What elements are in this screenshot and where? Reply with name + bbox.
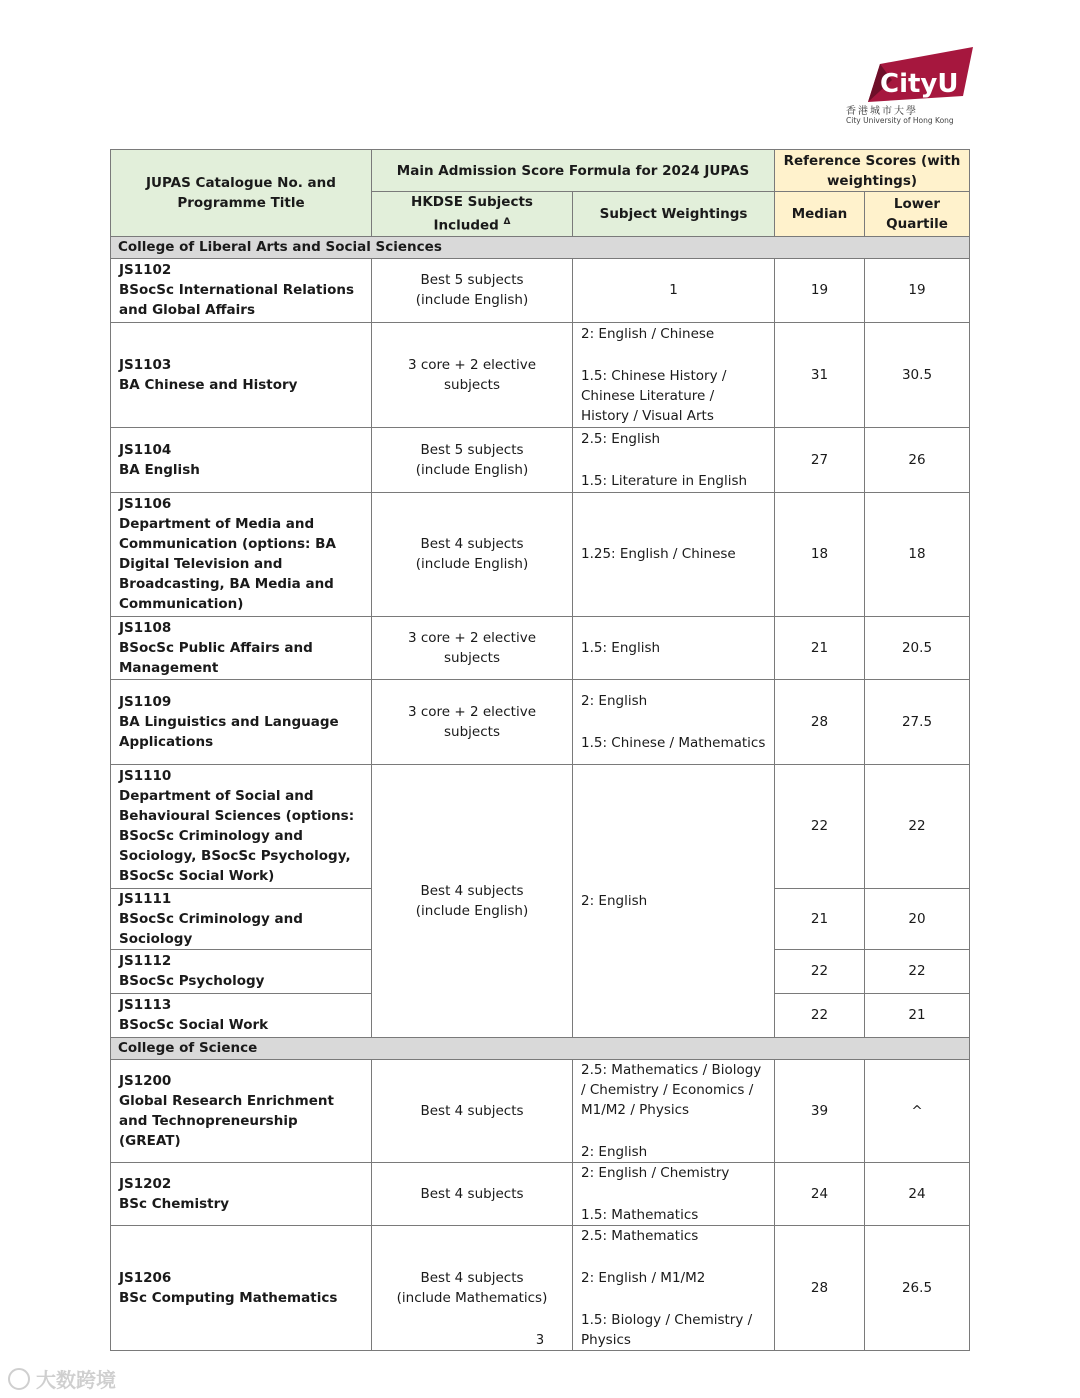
median-cell: 21 xyxy=(775,888,865,949)
programme-cell xyxy=(111,1162,372,1225)
programme-code: JS1106 xyxy=(119,496,172,512)
weighting-line: 1.5: Mathematics xyxy=(581,1206,699,1223)
table-row xyxy=(111,1225,970,1350)
programme-title: Department of Media and Communication (options: BA Digital Television and Broadcasting, BA Media and Communication) xyxy=(119,516,336,612)
programme-code: JS1110 xyxy=(119,768,172,784)
weightings-cell: 1.25: English / Chinese xyxy=(573,492,775,616)
programme-title: BSocSc Social Work xyxy=(119,1017,269,1033)
programme-title: Department of Social and Behavioural Sciences (options: BSocSc Criminology and Sociology, BSocSc Psychology, BSocSc Social Work) xyxy=(119,788,355,884)
programme-cell xyxy=(111,764,372,888)
weighting-line: 1.5: Chinese History / Chinese Literature / History / Visual Arts xyxy=(581,367,727,424)
programme-title: BSc Chemistry xyxy=(119,1195,230,1212)
subjects-line: (include English) xyxy=(415,902,529,919)
watermark-text: 大数跨境 xyxy=(36,1368,116,1392)
page-number: 3 xyxy=(535,1333,545,1348)
lower-quartile-cell: 26.5 xyxy=(865,1225,970,1350)
programme-code: JS1112 xyxy=(119,953,172,969)
subjects-cell xyxy=(372,427,573,492)
watermark xyxy=(8,1364,116,1393)
weighting-line: 2: English xyxy=(581,1143,648,1160)
programme-cell xyxy=(111,427,372,492)
subjects-line: (include Mathematics) xyxy=(396,1289,548,1306)
header-subjects-label: HKDSE Subjects Included xyxy=(411,194,533,234)
median-cell: 39 xyxy=(775,1059,865,1162)
lower-quartile-cell: 20.5 xyxy=(865,616,970,679)
programme-code: JS1206 xyxy=(119,1269,172,1286)
weighting-line: 2: English / Chemistry xyxy=(581,1164,730,1181)
college-row xyxy=(111,1037,970,1059)
subjects-cell xyxy=(372,492,573,616)
table-row xyxy=(111,1162,970,1225)
college-name: College of Liberal Arts and Social Sciences xyxy=(111,236,970,258)
weightings-cell: 2: English xyxy=(573,764,775,1037)
weightings-cell: 1.5: English xyxy=(573,616,775,679)
subjects-cell xyxy=(372,1225,573,1350)
programme-code: JS1108 xyxy=(119,619,172,636)
subjects-line: (include English) xyxy=(415,556,529,572)
logo-wordmark: CityU xyxy=(880,69,959,99)
table-row xyxy=(111,492,970,616)
header-subjects-mark: Δ xyxy=(503,217,511,227)
college-name: College of Science xyxy=(111,1037,970,1059)
programme-cell xyxy=(111,258,372,322)
table-row xyxy=(111,764,970,888)
header-formula: Main Admission Score Formula for 2024 JUPAS xyxy=(372,150,775,192)
weighting-line: 2.5: Mathematics / Biology / Chemistry / Economics / M1/M2 / Physics xyxy=(581,1061,762,1118)
programme-title: BA Linguistics and Language Applications xyxy=(119,713,339,750)
weighting-line: 2.5: English xyxy=(581,430,661,447)
lower-quartile-cell: 21 xyxy=(865,993,970,1037)
subjects-cell: 3 core + 2 elective subjects xyxy=(372,679,573,764)
subjects-cell xyxy=(372,764,573,1037)
lower-quartile-cell: 18 xyxy=(865,492,970,616)
median-cell: 22 xyxy=(775,764,865,888)
lower-quartile-cell: 22 xyxy=(865,949,970,993)
subjects-cell: 3 core + 2 elective subjects xyxy=(372,616,573,679)
table-row xyxy=(111,679,970,764)
weightings-cell xyxy=(573,1225,775,1350)
subjects-cell: 3 core + 2 elective subjects xyxy=(372,322,573,427)
subjects-line: Best 4 subjects xyxy=(420,1269,524,1286)
weighting-line: 1.5: Chinese / Mathematics xyxy=(581,734,766,751)
subjects-line: (include English) xyxy=(415,461,529,478)
lower-quartile-cell: 24 xyxy=(865,1162,970,1225)
median-cell: 22 xyxy=(775,949,865,993)
programme-title: BA English xyxy=(119,461,200,478)
programme-code: JS1103 xyxy=(119,356,172,373)
median-cell: 24 xyxy=(775,1162,865,1225)
table-row xyxy=(111,322,970,427)
header-lower-quartile: Lower Quartile xyxy=(865,192,970,237)
admission-scores-table xyxy=(110,149,970,1351)
weighting-line: 1.5: Biology / Chemistry / Physics xyxy=(581,1311,753,1348)
subjects-line: (include English) xyxy=(415,292,529,308)
weighting-line: 2: English / Chinese xyxy=(581,325,715,342)
header-catalogue: JUPAS Catalogue No. and Programme Title xyxy=(111,150,372,237)
table-row xyxy=(111,616,970,679)
programme-cell xyxy=(111,993,372,1037)
subjects-cell: Best 4 subjects xyxy=(372,1059,573,1162)
median-cell: 21 xyxy=(775,616,865,679)
weighting-line: 1.5: Literature in English xyxy=(581,472,748,489)
programme-code: JS1113 xyxy=(119,997,172,1013)
header-median: Median xyxy=(775,192,865,237)
programme-code: JS1202 xyxy=(119,1175,172,1192)
cityu-logo xyxy=(840,44,980,130)
programme-cell xyxy=(111,949,372,993)
lower-quartile-cell: 30.5 xyxy=(865,322,970,427)
programme-cell xyxy=(111,492,372,616)
college-row xyxy=(111,236,970,258)
table-row xyxy=(111,1059,970,1162)
weightings-cell xyxy=(573,427,775,492)
programme-code: JS1111 xyxy=(119,890,172,907)
median-cell: 28 xyxy=(775,1225,865,1350)
subjects-line: Best 4 subjects xyxy=(420,536,524,552)
cityu-logo-mark xyxy=(840,44,980,104)
weighting-line: 2: English xyxy=(581,692,648,709)
table-row xyxy=(111,427,970,492)
header-weightings: Subject Weightings xyxy=(573,192,775,237)
programme-cell xyxy=(111,616,372,679)
programme-cell xyxy=(111,1059,372,1162)
median-cell: 19 xyxy=(775,258,865,322)
programme-title: BSocSc International Relations and Global Affairs xyxy=(119,282,355,318)
header-subjects xyxy=(372,192,573,237)
weightings-cell xyxy=(573,1162,775,1225)
programme-title: Global Research Enrichment and Technopreneurship (GREAT) xyxy=(119,1092,334,1149)
weighting-line: 2: English / M1/M2 xyxy=(581,1269,706,1286)
programme-title: BA Chinese and History xyxy=(119,376,298,393)
programme-cell xyxy=(111,322,372,427)
programme-cell xyxy=(111,1225,372,1350)
subjects-cell: Best 4 subjects xyxy=(372,1162,573,1225)
lower-quartile-cell: 27.5 xyxy=(865,679,970,764)
weightings-cell xyxy=(573,679,775,764)
programme-code: JS1109 xyxy=(119,693,172,710)
lower-quartile-cell: 26 xyxy=(865,427,970,492)
lower-quartile-cell: ^ xyxy=(865,1059,970,1162)
subjects-line: Best 4 subjects xyxy=(420,882,524,899)
median-cell: 22 xyxy=(775,993,865,1037)
lower-quartile-cell: 22 xyxy=(865,764,970,888)
programme-title: BSc Computing Mathematics xyxy=(119,1289,338,1306)
lower-quartile-cell: 19 xyxy=(865,258,970,322)
weighting-line: 2.5: Mathematics xyxy=(581,1227,699,1244)
programme-code: JS1102 xyxy=(119,262,172,278)
weightings-cell: 1 xyxy=(573,258,775,322)
table-row xyxy=(111,258,970,322)
lower-quartile-cell: 20 xyxy=(865,888,970,949)
logo-chinese-name: 香港城市大學 xyxy=(846,106,918,117)
logo-english-name: City University of Hong Kong xyxy=(846,116,954,125)
programme-title: BSocSc Criminology and Sociology xyxy=(119,910,303,947)
programme-title: BSocSc Psychology xyxy=(119,973,265,989)
subjects-line: Best 5 subjects xyxy=(420,441,524,458)
median-cell: 31 xyxy=(775,322,865,427)
programme-cell xyxy=(111,888,372,949)
median-cell: 27 xyxy=(775,427,865,492)
median-cell: 18 xyxy=(775,492,865,616)
weightings-cell xyxy=(573,322,775,427)
programme-cell xyxy=(111,679,372,764)
header-reference: Reference Scores (with weightings) xyxy=(775,150,970,192)
subjects-cell xyxy=(372,258,573,322)
subjects-line: Best 5 subjects xyxy=(420,272,524,288)
programme-title: BSocSc Public Affairs and Management xyxy=(119,639,313,676)
programme-code: JS1200 xyxy=(119,1072,172,1089)
median-cell: 28 xyxy=(775,679,865,764)
weightings-cell xyxy=(573,1059,775,1162)
watermark-icon xyxy=(8,1368,30,1390)
programme-code: JS1104 xyxy=(119,441,172,458)
